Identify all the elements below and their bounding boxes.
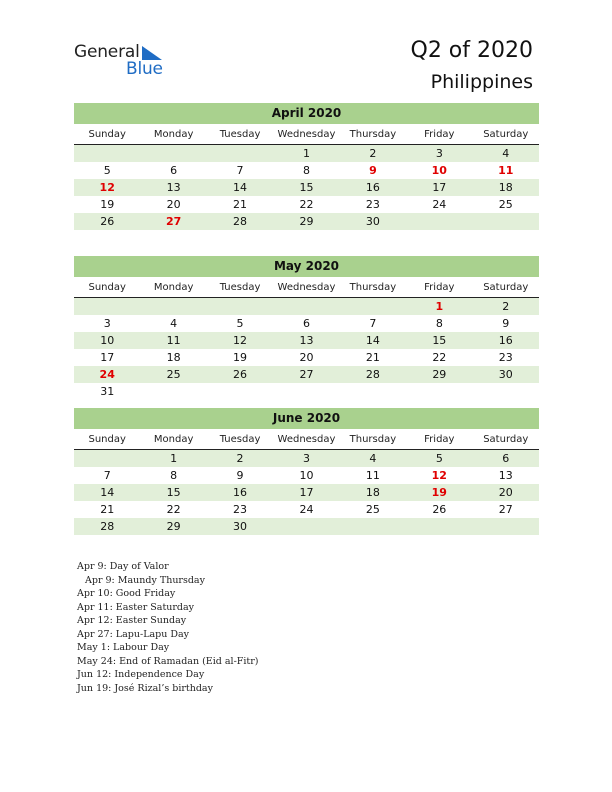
week-row (74, 501, 539, 518)
month-title: May 2020 (74, 256, 539, 277)
weekday-label: Wednesday (277, 434, 336, 445)
weekday-label: Monday (153, 434, 194, 445)
weekday-label: Monday (153, 282, 194, 293)
day-cell: 2 (236, 452, 244, 465)
week-row (74, 450, 539, 467)
day-cell: 4 (369, 452, 377, 465)
day-cell: 29 (166, 520, 181, 533)
day-cell: 20 (166, 198, 181, 211)
weekday-label: Wednesday (277, 129, 336, 140)
day-cell: 13 (498, 469, 513, 482)
day-cell: 21 (100, 503, 115, 516)
day-cell (473, 383, 539, 400)
weekday-label: Saturday (483, 282, 529, 293)
day-cell: 13 (166, 181, 181, 194)
day-cell: 6 (302, 317, 310, 330)
day-cell: 3 (103, 317, 111, 330)
day-cell: 27 (299, 368, 314, 381)
weekday-label: Sunday (88, 129, 126, 140)
day-cell: 19 (233, 351, 248, 364)
day-cell: 15 (299, 181, 314, 194)
day-cell (406, 213, 472, 230)
day-cell: 25 (166, 368, 181, 381)
day-cell: 9 (236, 469, 244, 482)
week-row (74, 383, 539, 400)
day-cell: 11 (166, 334, 181, 347)
week-row (74, 467, 539, 484)
week-row (74, 484, 539, 501)
day-cell: 5 (103, 164, 111, 177)
day-cell (340, 298, 406, 315)
page-title: Q2 of 2020 (410, 38, 533, 63)
day-cell: 22 (432, 351, 447, 364)
holiday-entry: Jun 12: Independence Day (77, 669, 205, 680)
logo (74, 42, 174, 78)
week-row (74, 145, 539, 162)
day-cell (273, 383, 339, 400)
day-cell: 7 (103, 469, 111, 482)
day-cell: 20 (299, 351, 314, 364)
holiday-date: 9 (369, 164, 377, 177)
day-cell: 8 (302, 164, 310, 177)
day-cell (207, 145, 273, 162)
day-cell: 22 (299, 198, 314, 211)
day-cell: 24 (299, 503, 314, 516)
day-cell: 8 (170, 469, 178, 482)
logo-text-general: General (74, 42, 140, 62)
weekday-label: Monday (153, 129, 194, 140)
day-cell: 12 (233, 334, 248, 347)
month-title: June 2020 (74, 408, 539, 429)
weekday-label: Friday (424, 434, 455, 445)
month-title: April 2020 (74, 103, 539, 124)
day-cell: 28 (100, 520, 115, 533)
week-row (74, 298, 539, 315)
week-row (74, 349, 539, 366)
day-cell: 16 (233, 486, 248, 499)
day-cell: 18 (498, 181, 513, 194)
day-cell (140, 145, 206, 162)
weekday-label: Friday (424, 282, 455, 293)
month-april (74, 103, 539, 230)
month-may (74, 256, 539, 400)
day-cell: 15 (432, 334, 447, 347)
day-cell: 16 (365, 181, 380, 194)
holiday-date: 27 (165, 215, 182, 228)
day-cell: 10 (299, 469, 314, 482)
holiday-entry: May 1: Labour Day (77, 642, 170, 653)
weekday-label: Saturday (483, 434, 529, 445)
day-cell: 11 (365, 469, 380, 482)
holiday-date: 11 (498, 164, 514, 177)
day-cell: 23 (233, 503, 248, 516)
week-row (74, 179, 539, 196)
day-cell (473, 213, 539, 230)
day-cell (74, 145, 140, 162)
day-cell: 21 (233, 198, 248, 211)
day-cell: 28 (233, 215, 248, 228)
week-row (74, 162, 539, 179)
day-cell (140, 383, 206, 400)
day-cell (140, 298, 206, 315)
holiday-entry: Apr 12: Easter Sunday (77, 615, 187, 626)
day-cell: 30 (498, 368, 513, 381)
day-cell (74, 450, 140, 467)
day-cell: 17 (432, 181, 447, 194)
day-cell: 21 (365, 351, 380, 364)
day-cell: 25 (498, 198, 513, 211)
day-cell: 16 (498, 334, 513, 347)
day-cell (406, 518, 472, 535)
holiday-entry: Apr 27: Lapu-Lapu Day (77, 628, 190, 640)
day-cell: 14 (233, 181, 248, 194)
day-cell: 24 (432, 198, 447, 211)
day-cell (273, 518, 339, 535)
weekday-row (74, 126, 539, 145)
day-cell (74, 298, 140, 315)
day-cell: 7 (369, 317, 377, 330)
weekday-label: Tuesday (219, 129, 261, 140)
day-cell: 3 (435, 147, 443, 160)
weekday-row (74, 431, 539, 450)
holiday-date: 12 (431, 469, 447, 482)
day-cell: 27 (498, 503, 513, 516)
day-cell: 7 (236, 164, 244, 177)
holiday-date: 10 (431, 164, 447, 177)
day-cell: 26 (432, 503, 447, 516)
flag-icon (142, 44, 164, 60)
month-june (74, 408, 539, 535)
weekday-label: Saturday (483, 129, 529, 140)
weekday-label: Thursday (349, 129, 397, 140)
day-cell: 1 (302, 147, 310, 160)
day-cell: 5 (236, 317, 244, 330)
day-cell: 29 (299, 215, 314, 228)
weekday-label: Thursday (349, 282, 397, 293)
day-cell: 2 (369, 147, 377, 160)
day-cell (207, 383, 273, 400)
day-cell: 26 (100, 215, 115, 228)
day-cell (406, 383, 472, 400)
day-cell: 26 (233, 368, 248, 381)
day-cell: 17 (299, 486, 314, 499)
week-row (74, 518, 539, 535)
day-cell (340, 383, 406, 400)
day-cell: 1 (170, 452, 178, 465)
holiday-list (77, 560, 258, 695)
day-cell (473, 518, 539, 535)
country-name: Philippines (430, 71, 533, 93)
weekday-label: Tuesday (219, 282, 261, 293)
day-cell: 25 (365, 503, 380, 516)
day-cell: 14 (100, 486, 115, 499)
day-cell: 6 (170, 164, 178, 177)
day-cell: 15 (166, 486, 181, 499)
week-row (74, 315, 539, 332)
holiday-date: 19 (431, 486, 447, 499)
day-cell (207, 298, 273, 315)
day-cell: 2 (502, 300, 510, 313)
day-cell: 6 (502, 452, 510, 465)
holiday-date: 12 (99, 181, 115, 194)
day-cell: 5 (435, 452, 443, 465)
day-cell: 30 (233, 520, 248, 533)
holiday-entry: May 24: End of Ramadan (Eid al-Fitr) (77, 655, 259, 667)
week-row (74, 213, 539, 230)
weekday-label: Sunday (88, 282, 126, 293)
day-cell: 8 (435, 317, 443, 330)
day-cell (273, 298, 339, 315)
day-cell: 10 (100, 334, 115, 347)
day-cell: 20 (498, 486, 513, 499)
day-cell: 23 (498, 351, 513, 364)
weekday-label: Thursday (349, 434, 397, 445)
day-cell: 30 (365, 215, 380, 228)
weekday-label: Sunday (88, 434, 126, 445)
holiday-date: 24 (99, 368, 115, 381)
day-cell: 31 (100, 385, 115, 398)
day-cell: 9 (502, 317, 510, 330)
day-cell: 4 (502, 147, 510, 160)
day-cell: 23 (365, 198, 380, 211)
day-cell: 14 (365, 334, 380, 347)
week-row (74, 332, 539, 349)
day-cell: 4 (170, 317, 178, 330)
weekday-label: Tuesday (219, 434, 261, 445)
day-cell: 18 (166, 351, 181, 364)
holiday-date: 1 (435, 300, 444, 313)
day-cell: 19 (100, 198, 115, 211)
day-cell (340, 518, 406, 535)
holiday-entry: Apr 9: Maundy Thursday (85, 574, 205, 586)
logo-text-blue: Blue (126, 59, 163, 79)
weekday-row (74, 279, 539, 298)
day-cell: 17 (100, 351, 115, 364)
holiday-entry: Apr 10: Good Friday (77, 588, 176, 599)
day-cell: 18 (365, 486, 380, 499)
weekday-label: Wednesday (277, 282, 336, 293)
weekday-label: Friday (424, 129, 455, 140)
day-cell: 28 (365, 368, 380, 381)
holiday-entry: Jun 19: José Rizal’s birthday (77, 682, 213, 694)
holiday-entry: Apr 9: Day of Valor (77, 561, 169, 572)
day-cell: 22 (166, 503, 181, 516)
holiday-entry: Apr 11: Easter Saturday (77, 601, 195, 613)
week-row (74, 366, 539, 383)
week-row (74, 196, 539, 213)
day-cell: 3 (302, 452, 310, 465)
day-cell: 13 (299, 334, 314, 347)
day-cell: 29 (432, 368, 447, 381)
